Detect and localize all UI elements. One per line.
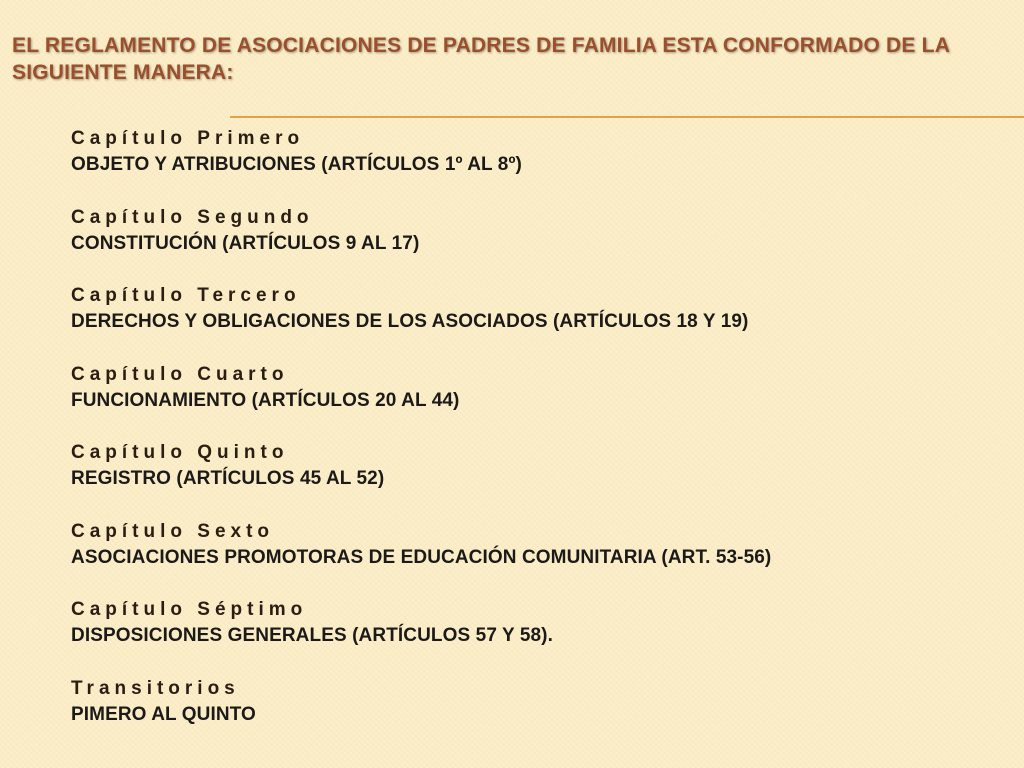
chapter-description: CONSTITUCIÓN (ARTÍCULOS 9 AL 17) [71,232,420,254]
chapter-heading: Capítulo Séptimo [71,599,308,620]
chapter-item [71,363,1011,442]
chapter-description: REGISTRO (ARTÍCULOS 45 AL 52) [71,468,385,489]
chapter-heading: Capítulo Sexto [71,520,275,542]
chapter-description: ASOCIACIONES PROMOTORAS DE EDUCACIÓN COMUNITARIA (ART. 53-56) [71,546,772,568]
chapter-list [71,127,1011,755]
chapter-heading: Capítulo Cuarto [71,363,289,385]
chapter-description: OBJETO Y ATRIBUCIONES (ARTÍCULOS 1º AL 8º) [71,154,522,175]
chapter-heading: Capítulo Quinto [71,442,289,463]
chapter-item [71,206,1011,285]
chapter-item [71,127,1011,206]
chapter-item [71,598,1011,677]
chapter-description: FUNCIONAMIENTO (ARTÍCULOS 20 AL 44) [71,389,460,411]
chapter-heading: Transitorios [71,677,240,699]
chapter-item [71,441,1011,520]
chapter-description: PIMERO AL QUINTO [71,703,256,725]
chapter-heading: Capítulo Segundo [71,206,314,228]
chapter-heading: Capítulo Tercero [71,285,301,306]
title-divider [230,116,1024,118]
chapter-description: DERECHOS Y OBLIGACIONES DE LOS ASOCIADOS (ARTÍCULOS 18 Y 19) [71,311,749,332]
chapter-heading: Capítulo Primero [71,128,305,149]
chapter-item [71,677,1011,756]
chapter-item [71,520,1011,599]
chapter-description: DISPOSICIONES GENERALES (ARTÍCULOS 57 Y 58). [71,625,553,646]
chapter-item [71,284,1011,363]
slide-title: EL REGLAMENTO DE ASOCIACIONES DE PADRES DE FAMILIA ESTA CONFORMADO DE LA SIGUIENTE MANERA: [12,34,950,84]
